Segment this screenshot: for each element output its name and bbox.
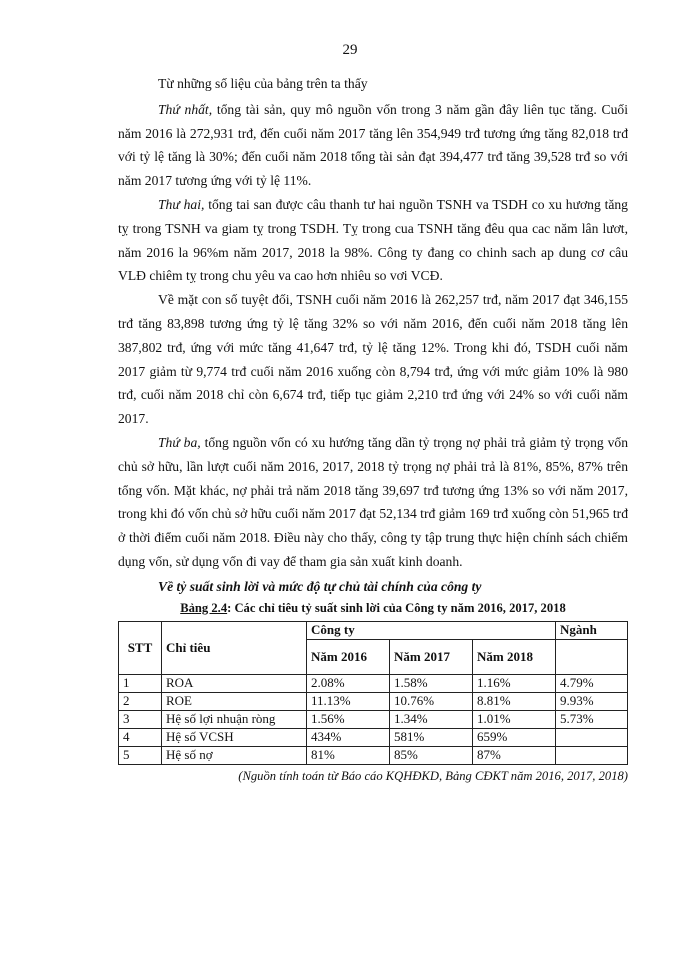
cell-stt: 1 xyxy=(119,674,162,692)
cell-industry: 4.79% xyxy=(556,674,628,692)
cell-2017: 1.58% xyxy=(390,674,473,692)
table-row xyxy=(119,674,628,692)
cell-indicator: ROE xyxy=(162,692,307,710)
header-industry: Ngành xyxy=(556,621,628,639)
table-caption xyxy=(118,598,628,618)
cell-indicator: ROA xyxy=(162,674,307,692)
header-year-2017: Năm 2017 xyxy=(390,639,473,674)
profitability-table xyxy=(118,621,628,765)
header-year-2016: Năm 2016 xyxy=(307,639,390,674)
cell-2018: 659% xyxy=(473,728,556,746)
table-row xyxy=(119,746,628,764)
paragraph-fourth-lead: Thứ ba, xyxy=(158,434,201,450)
paragraph-first-text: tổng tài sản, quy mô nguồn vốn trong 3 năm gần đây liên tục tăng. Cuối năm 2016 là 272,931 trđ, đến cuối năm 2017 tăng lên 354,949 trđ tương ứng tăng 82,018 trđ với tỷ lệ tăng là 30%; đến cuối năm 2018 tổng tài sản đạt 394,477 trđ tăng 39,528 trđ so với năm 2017 tương ứng với tỷ lệ 11%. xyxy=(118,101,628,189)
cell-stt: 5 xyxy=(119,746,162,764)
header-stt: STT xyxy=(119,621,162,674)
cell-2016: 2.08% xyxy=(307,674,390,692)
cell-2017: 85% xyxy=(390,746,473,764)
paragraph-second xyxy=(118,193,628,288)
cell-indicator: Hệ số lợi nhuận ròng xyxy=(162,710,307,728)
cell-indicator: Hệ số nợ xyxy=(162,746,307,764)
cell-2016: 11.13% xyxy=(307,692,390,710)
section-heading: Về tỷ suất sinh lời và mức độ tự chủ tài chính của công ty xyxy=(158,578,482,594)
source-note: (Nguồn tính toán từ Báo cáo KQHĐKD, Bảng CĐKT năm 2016, 2017, 2018) xyxy=(238,768,628,783)
paragraph-second-text: tổng tai san được câu thanh tư hai nguồn TSNH va TSDH co xu hương tăng tỵ trong TSNH va giam tỵ trong TSDH. Tỵ trong cua TSNH tăng đêu qua cac năm lân lươt, năm 2016 la 96%m năm 2017, 2018 la 98%. Công ty đang co chinh sach ap dung cơ câu VLĐ chiêm tỵ trong chu yêu va cao hơn nhiêu so vơi VCĐ. xyxy=(118,196,628,284)
table-caption-text: : Các chỉ tiêu tỷ suất sinh lời của Công ty năm 2016, 2017, 2018 xyxy=(227,600,566,615)
header-company: Công ty xyxy=(307,621,556,639)
table-row xyxy=(119,692,628,710)
cell-industry xyxy=(556,728,628,746)
cell-indicator: Hệ số VCSH xyxy=(162,728,307,746)
cell-2017: 581% xyxy=(390,728,473,746)
header-industry-blank xyxy=(556,639,628,674)
cell-2018: 1.16% xyxy=(473,674,556,692)
cell-2016: 434% xyxy=(307,728,390,746)
cell-industry: 5.73% xyxy=(556,710,628,728)
cell-2016: 1.56% xyxy=(307,710,390,728)
header-indicator: Chỉ tiêu xyxy=(162,621,307,674)
paragraph-fourth xyxy=(118,431,628,574)
cell-stt: 2 xyxy=(119,692,162,710)
cell-2017: 1.34% xyxy=(390,710,473,728)
header-year-2018: Năm 2018 xyxy=(473,639,556,674)
table-header-row xyxy=(119,621,628,639)
page-content xyxy=(118,72,628,785)
paragraph-second-lead: Thư hai, xyxy=(158,196,205,212)
paragraph-first xyxy=(118,98,628,193)
cell-2018: 1.01% xyxy=(473,710,556,728)
cell-2018: 87% xyxy=(473,746,556,764)
cell-industry: 9.93% xyxy=(556,692,628,710)
cell-industry xyxy=(556,746,628,764)
cell-2017: 10.76% xyxy=(390,692,473,710)
intro-line: Từ những số liệu của bảng trên ta thấy xyxy=(158,76,368,91)
cell-stt: 4 xyxy=(119,728,162,746)
table-row xyxy=(119,710,628,728)
paragraph-first-lead: Thứ nhất, xyxy=(158,101,213,117)
cell-2018: 8.81% xyxy=(473,692,556,710)
table-caption-label: Bảng 2.4 xyxy=(180,600,228,615)
paragraph-third: Về mặt con số tuyệt đối, TSNH cuối năm 2016 là 262,257 trđ, năm 2017 đạt 346,155 trđ tăng 83,898 tương ứng tỷ lệ tăng 32% so với năm 2016, đến cuối năm 2018 tăng lên 387,802 trđ, ứng với mức tăng 41,647 trđ, tỷ lệ tăng 12%. Trong khi đó, TSDH cuối năm 2017 giảm từ 9,774 trđ cuối năm 2016 xuống còn 8,794 trđ, ứng với mức giảm 10% là 980 trđ, cuối năm 2018 chỉ còn 6,674 trđ, tiếp tục giảm 2,210 trđ ứng với 24% so với cuối năm 2017. xyxy=(118,292,628,427)
cell-stt: 3 xyxy=(119,710,162,728)
table-row xyxy=(119,728,628,746)
paragraph-fourth-text: tổng nguồn vốn có xu hướng tăng dần tỷ trọng nợ phải trả giảm tỷ trọng vốn chủ sở hữu, lần lượt cuối năm 2016, 2017, 2018 tỷ trọng nợ phải trả là 81%, 85%, 87% trên tổng vốn. Mặt khác, nợ phải trả năm 2018 tăng 39,697 trđ tương ứng 13% so với năm 2017, trong khi đó vốn chủ sở hữu cuối năm 2017 đạt 52,134 trđ giảm 169 trđ xuống còn 51,965 trđ ở thời điểm cuối năm 2018. Điều này cho thấy, công ty tập trung thực hiện chính sách chiếm dụng vốn, sử dụng vốn đi vay để tham gia sản xuất kinh doanh. xyxy=(118,434,628,569)
page-number: 29 xyxy=(342,42,358,58)
cell-2016: 81% xyxy=(307,746,390,764)
